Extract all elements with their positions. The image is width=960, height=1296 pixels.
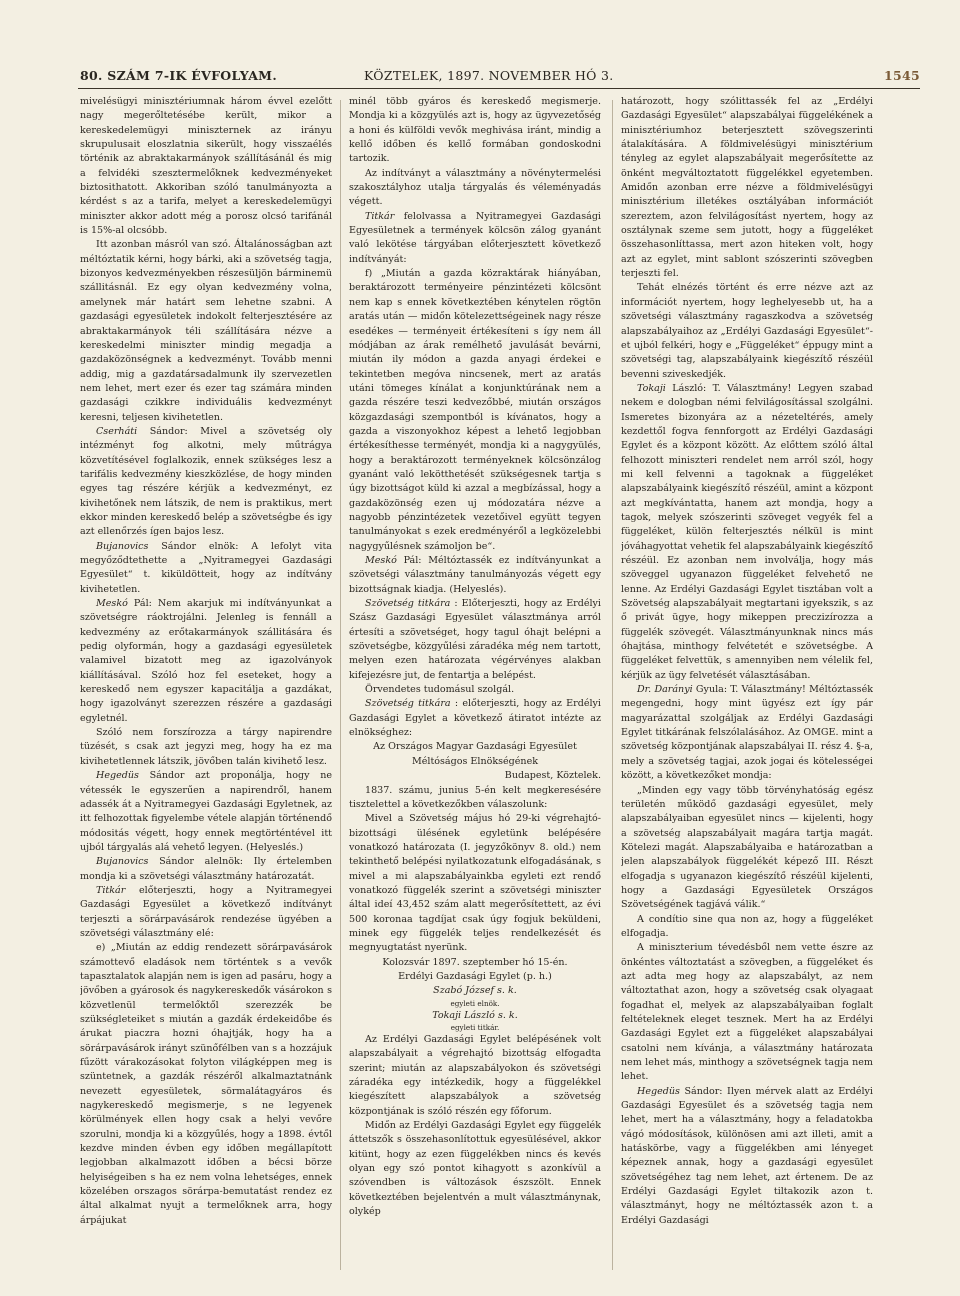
paragraph-text: „Minden egy vagy több törvényhatóság egész területén működő gazdasági egyesület, mely alapszabályaiban egyesület nincs — kijelenti, hogy a szövetség alapszabályait magára tartja magát. Kötelezi magát. Alapszabályaiba e határozatban a jelen alapszabályok függelékét képező III. Részt elfogadja s ugyanazon kiegészítő részéül kijelenti, hogy a Gazdasági Egyesületek Országos Szövetségének tagjává válik.“ xyxy=(621,784,873,911)
paragraph xyxy=(621,95,873,281)
paragraph xyxy=(349,554,601,597)
paragraph xyxy=(80,726,332,769)
paragraph xyxy=(349,769,601,783)
paragraph xyxy=(349,956,601,970)
page-number: 1545 xyxy=(884,68,920,83)
speaker-name: Bujanovics xyxy=(96,856,149,868)
speaker-name: Hegedüs xyxy=(96,770,139,782)
paragraph-text: Budapest, Köztelek. xyxy=(504,770,601,782)
paragraph xyxy=(80,855,332,884)
paragraph xyxy=(80,769,332,855)
paragraph-text: minél több gyáros és kereskedő megismerje. Mondja ki a közgyülés azt is, hogy az ügyvezetőség a honi és külföldi vevők meghivása iránt, mindig a kellő időben és kellő formában gondoskodni tartozik. xyxy=(349,96,601,165)
issue-number: 80. SZÁM 7-IK ÉVFOLYAM. xyxy=(80,68,277,83)
paragraph xyxy=(349,784,601,813)
paragraph xyxy=(80,238,332,424)
speaker-name: Szövetség titkára xyxy=(365,698,451,710)
paragraph xyxy=(349,597,601,683)
paragraph xyxy=(80,425,332,540)
speaker-name: Meskó xyxy=(96,598,128,610)
paragraph-text: Mivel a Szövetség május hó 29-ki végrehajtó-bizottsági ülésének egyletünk belépésére vonatkozó határozata (I. jegyzőkönyv 8. old.) nem tekinthető belépési nyilatkozatunk elfogadásának, s mivel a mi alapszabályainkba egyleti ezt rendő vonatkozó függelék szerint a szövetségi miniszter által ideí 43,452 szám alatt megerősítettett, az évi 500 koronaa tagdíjat csak úgy fogjuk beküldeni, minek egy függelék teljes rendelkezését és megnyugtatást nyerünk. xyxy=(349,813,601,954)
paragraph-text: Sándor azt proponálja, hogy ne vétessék le egyszerűen a napirendről, hanem adassék át a Nyitramegyei Gazdasági Egyletnek, az itt felhozottak figyelembe vétele alapján történendő módositás végett, hogy ennek megtörténtével itt ujból tárgyalás alá vehető legyen. (Helyeslés.) xyxy=(80,770,332,853)
text-column-left xyxy=(80,95,332,1275)
paragraph-text: Gyula: T. Választmány! Méltóztassék megengedni, hogy mint ügyész ezt így pár magyarázattal szolgáljak az Erdélyi Gazdasági Egylet titkárának felszólalásához. Az OMGE. mint a szövetség központjának alapszabályai II. rész 4. §-a, mely a szövetség tagjai, azok jogai és kötelességei között, a következőket mondja: xyxy=(621,684,873,782)
paragraph xyxy=(349,267,601,554)
paragraph-text: Szabó József s. k. xyxy=(433,985,517,997)
speaker-name: Hegedüs xyxy=(637,1085,680,1097)
paragraph-text: e) „Miután az eddig rendezett sörárpavásárok számottevő eladások nem történtek s a vevők tapasztalatok alapján nem is igen ad pasáru, hogy a jövőben a gyárosok és nagykereskedők vásárokon s közvetlenül termelőktől szerezzék be szükségleteiket s miután a gazdák érdekeidőbe és árukat piaczra hozni óhajtják, hogy ha a sörárpavásárok irányt szünőfélben van s a hozzájuk fűzött várakozásokat folyton világképpen meg is szüntetnek, a gazdák részéről alkalmaztatnánk nevezett egyesületek, sörmalátagyáros és nagykereskedő megismerje, s ne legyenek körülmények ellen hogy csak a helyi vevőre szorulni, mondja ki a közgyűlés, hogy a 1898. évtől kezdve minden évben egy időben megállapított legjobban alkalmazott időben a bécsi börze helyiségeiben s ha ez nem volna lehetséges, ennek közelében orszagos sörárpa-bemutatást rendez ez által alkalmat nyujt a termelőknek arra, hogy árpájukat xyxy=(80,942,332,1226)
paragraph xyxy=(621,913,873,942)
paragraph-text: Pál: Méltóztassék ez indítványunkat a szövetségi választmány tanulmányozás végett egy bizottságnak kiadja. (Helyeslés). xyxy=(349,555,601,595)
paragraph-text: Örvendetes tudomásul szolgál. xyxy=(365,684,515,696)
paragraph xyxy=(349,683,601,697)
paragraph-text: f) „Miután a gazda közraktárak hiányában, beraktározott terményeire pénzintézeti kölcsönt nem kap s ennek következtében kénytelen rögtön aratás után — midőn kötelezettségeinek nagy része esedékes — terményeit értékesíteni s így nem áll módjában az árak remélhető javulását bevárni, miután ily módon a gazda anyagi érdekei e tekintetben megóva nincsenek, mert az aratás utáni tömeges kínálat a konjunktúrának nem a gazda részére teszi kedvezőbbé, miután országos közgazdasági szempontból is kívánatos, hogy a gazda a viszonyokhoz képest a lehető legjobban értékesíthesse terményét, mondja ki a nagygyülés, hogy a beraktározott terményeknek kölcsönzálog gyanánt való lekötthetését szükségesnek tartja s úgy bizottságot küld ki azzal a megbízással, hogy a gazdaközönség ezen uj módozatára nézve a nagyobb pénzintézetek vezetőivel együtt tegyen tanulmányokat s ezek eredményéről a legközelebbi nagygyűlésnek számoljon be“. xyxy=(349,268,601,552)
paragraph xyxy=(621,941,873,1084)
paragraph xyxy=(80,884,332,941)
paragraph-text: Pál: Nem akarjuk mi indítványunkat a szövetségre ráoktrojálni. Jelenleg is fennáll a kedvezmény az erőtakarmányok szállitására és pedig olyformán, hogy a gazdasági egyesületek valamivel bizatott meg az igazolványok kiállításával. Szóló hoz fel eseteket, hogy a kereskedő nem egyszer kapacitálja a gazdákat, hogy igazolványt szerezzen részére a gazdasági egyletnél. xyxy=(80,598,332,724)
paragraph-text: László: T. Választmány! Legyen szabad nekem e dologban némi felvilágosítással szolgálni. Ismeretes bizonyára az a nézeteltérés, amely kezdettől fogva fennforgott az Erdélyi Gazdasági Egylet és a központ között. Az előttem szóló által felhozott miniszteri rendelet nem arról szól, hogy mi kell felvenni a tagoknak a függeléket alapszabályaink kiegészítő részéül, amint a központ azt megkívántatta, hanem azt mondja, hogy a tagok, melyek szószerinti szöveget vegyék fel a függeléket, külön felterjesztés nélkül is mint jóváhagyottat vehetik fel alapszabályaink kiegészítő részéül. Ez azonban nem involválja, hogy más szöveggel ugyanazon függeléket felvehető ne lenne. Az Erdélyi Gazdasági Egylet tisztában volt a Szövetség alapszabályait megtartani igyekszik, s az ő privát ügye, hogy mikeppen preczizírozza a függelék szövegét. Választmányunknak nincs más óhajtása, minthogy felvétetét e szövetségbe. A függeléket felvettük, s amennyiben nem vélelik fel, kérjük az ügy felvetését választásában. xyxy=(621,382,873,681)
paragraph-text: Sándor: Mivel a szövetség oly intézményt fog alkotni, mely műtrágya közvetítésével foglalkozik, ennek szükséges lesz a tarifális kedvezmény kieszközlése, de hogy minden egyes tag részére kérjük a kedvezményt, ez kivihetőnek nem látszik, de nem is praktikus, mert ekkor minden kereskedő belép a szövetségbe és igy azt ellenőrzés ígen bajos lesz. xyxy=(80,425,332,538)
paragraph-text: Sándor: Ilyen mérvek alatt az Erdélyi Gazdasági Egyesület és a szövetség tagja nem lehet, mert ha a választmány, hogy a feladatokba vágó módosítások, különösen ami azt illeti, amit a hatáskörbe, vagy a függelékben ami lényeget képeznek annak, hogy a gazdasági egyesület szövetségéhez tag nem lehet, azt értenem. De az Erdélyi Gazdasági Egylet tiltakozik azon t. választmányt, hogy ne méltóztassék azon t. a Erdélyi Gazdasági xyxy=(621,1085,873,1226)
paragraph-text: Az Erdélyi Gazdasági Egylet belépésének volt alapszabályait a végrehajtó bizottság elfogadta szerint; miután az alapszabályokon és szövetségi záradéka egy intézkedik, hogy a függelékkel kiegészített alapszabályok a szövetség központjának is szóló részén egy főforum. xyxy=(349,1034,601,1117)
paragraph xyxy=(621,382,873,683)
column-divider xyxy=(340,100,341,1270)
paragraph xyxy=(349,812,601,955)
speaker-name: Szövetség titkára xyxy=(365,598,451,610)
paragraph xyxy=(349,1033,601,1119)
paragraph xyxy=(349,697,601,740)
speaker-name: Tokaji xyxy=(637,382,666,394)
text-column-right xyxy=(621,95,873,1275)
paragraph-text: 1837. számu, junius 5-én kelt megkeresésére tisztelettel a következőkben válaszolunk: xyxy=(349,784,601,810)
paragraph xyxy=(80,95,332,238)
paragraph-text: előterjeszti, hogy a Nyitramegyei Gazdasági Egyesület a következő indítványt terjeszti a sörárpavásárok rendezése ügyében a szövetségi választmány elé: xyxy=(80,884,332,939)
paragraph-text: Kolozsvár 1897. szeptember hó 15-én. xyxy=(382,956,568,968)
paragraph-text: Az Országos Magyar Gazdasági Egyesület Méltóságos Elnökségének xyxy=(373,741,577,767)
paragraph xyxy=(349,970,601,984)
paragraph-text: Sándor alelnök: Ily értelemben mondja ki a szövetségi választmány határozatát. xyxy=(80,856,332,882)
paragraph xyxy=(349,999,601,1009)
paragraph-text: Az indítványt a választmány a növénytermelési szakosztályhoz utalja tárgyalás és véleményadás végett. xyxy=(349,167,601,208)
paragraph-text: Szóló nem forszírozza a tárgy napirendre tüzését, s csak azt jegyzi meg, hogy ha ez ma kivihetetlennek látszik, jövőben talán kivihető lesz. xyxy=(80,727,332,767)
speaker-name: Meskó xyxy=(365,555,397,566)
paragraph xyxy=(621,784,873,913)
paragraph-text: egyleti titkár. xyxy=(450,1023,500,1032)
paragraph-text: Sándor elnök: A lefolyt vita megyőződtethette a „Nyitramegyei Gazdasági Egyesület“ t. kiküldötteit, hogy az indítvány kivihetetlen. xyxy=(80,540,332,595)
paragraph-text: határozott, hogy szólittassék fel az „Erdélyi Gazdasági Egyesület“ alapszabályai függelékének a minisztériumhoz beterjesztett szövegszerinti átalakítására. A földmivelésügyi minisztérium tényleg az egylet alapszabályait megerősítette az önként megváltoztatott függelékkel egyetemben. Amidőn azonban erre nézve a földmivelésügyi minisztérium illetékes osztályában információt szereztem, azon felvilágosítást nyertem, hogy az osztálynak szeme sem jutott, hogy a függeléket összehasonlíttassa, mert azon hiteken volt, hogy azt az egylet, mint sablont szószerinti szövegben terjeszti fel. xyxy=(621,96,873,280)
paragraph-text: egyleti elnök. xyxy=(450,998,500,1008)
paragraph-text: Erdélyi Gazdasági Egylet (p. h.) xyxy=(398,970,552,982)
paragraph xyxy=(80,540,332,597)
paragraph xyxy=(80,597,332,726)
paragraph xyxy=(621,281,873,381)
paragraph xyxy=(349,984,601,998)
paragraph-text: mivelésügyi minisztériumnak három évvel ezelőtt nagy megerőltetésébe került, mikor a kereskedelemügyi miniszternek az irányu skrupulusait eloszlatnia sikerült, hogy visszaélés történik az abraktakarmányok szállításánál és mig a felvidéki szesztermelőknek kedvezményeket biztosithatott. Akkoriban szóló tanulmányozta a kérdést s az a tarifa, melyet a kereskedelemügyi miniszter akkor adott még a porosz olcsó tarifánál is 15%-al olcsóbb. xyxy=(80,96,332,237)
paragraph xyxy=(349,1009,601,1023)
paragraph-text: : előterjeszti, hogy az Erdélyi Gazdasági Egylet a következő átiratot intézte az elnökséghez: xyxy=(349,698,601,739)
paragraph xyxy=(349,1023,601,1033)
paragraph xyxy=(349,95,601,167)
paragraph-text: felolvassa a Nyitramegyei Gazdasági Egyesületnek a termények kölcsön zálog gyanánt való lekötése tárgyában előterjesztett következő indítványát: xyxy=(349,210,601,265)
speaker-name: Titkár xyxy=(96,884,126,896)
paragraph xyxy=(349,210,601,267)
speaker-name: Dr. Darányi xyxy=(637,684,693,696)
paragraph-text: Itt azonban másról van szó. Általánosságban azt méltóztatik kérni, hogy bárki, aki a szövetség tagja, bizonyos kedvezményekben részesüljön bárminemü szállitásnál. Ez egy olyan kedvezmény volna, amelynek már határt sem lehetne szabni. A gazdasági egyesületek indokolt felterjesztésére az abraktakarmányok téli szállítására nézve a kereskedelmi miniszter mindig megadja a gazdaközönségnek a kedvezményt. Tovább menni addig, mig a gazdatársadalmunk ily szervezetlen nem lehet, mert ezer és ezer tag számára minden gazdasági czikkre individuális kedvezményt keresni, teljesen kivihetetlen. xyxy=(80,239,332,423)
paragraph-text: A miniszterium tévedésből nem vette észre az önkéntes változtatást a szövegben, a függeléket és azt adta meg hogy az alapszabályt, az nem változtathat azon, hogy a szövetség csak olyagaat fogadhat el, melyek az alapszabályaiban foglalt feltételeknek eleget tesznek. Mert ha az Erdélyi Gazdasági Egylet ezt a függeléket alapszabályai csatolni nem kívánja, a választmány határozata nem lehet más, minthogy a szövetségnek tagja nem lehet. xyxy=(621,942,873,1083)
paragraph xyxy=(349,740,601,769)
paragraph xyxy=(621,1085,873,1228)
paragraph xyxy=(349,1119,601,1219)
dateline: KÖZTELEK, 1897. NOVEMBER HÓ 3. xyxy=(364,68,614,83)
page-header xyxy=(80,64,920,90)
paragraph-text: Tokaji László s. k. xyxy=(432,1009,518,1021)
paragraph-text: : Előterjeszti, hogy az Erdélyi Szász Gazdasági Egyesület választmánya arról értesíti a szövetséget, hogy tagul óhajt belépni a szövetségbe, közgyűlési záradéka még nem tartott, melyen ezen határozata végérvényes alakban kifejezésre jut, de fentartja a belépést. xyxy=(349,598,601,681)
header-rule xyxy=(78,88,920,89)
paragraph-text: Midőn az Erdélyi Gazdasági Egylet egy függelék áttetszők s összehasonlítottuk egyesülésével, akkor kitünt, hogy az ezen függelékben nincs és kevés olyan egy szó pontot kihagyott s azonkívül a szóvendben is változások észszölt. Ennek következtében bejelentvén a mult választmánynak, olykép xyxy=(349,1120,601,1218)
paragraph xyxy=(621,683,873,783)
paragraph-text: Tehát elnézés történt és erre nézve azt az információt nyertem, hogy leghelyesebb ut, ha a szövetségi választmány ragaszkodva a szövetség alapszabályaihoz az „Erdélyi Gazdasági Egyesület“-et ujból felkéri, hogy e „Függeléket“ éppugy mint a szövetségi tag, alapszabályaink kiegészítő részéül bevenni sziveskedjék. xyxy=(621,282,873,380)
speaker-name: Titkár xyxy=(365,210,395,222)
paragraph xyxy=(349,167,601,210)
column-divider xyxy=(612,100,613,1270)
paragraph-text: A condítio sine qua non az, hogy a függeléket elfogadja. xyxy=(621,913,873,939)
speaker-name: Bujanovics xyxy=(96,540,149,552)
paragraph xyxy=(80,941,332,1228)
speaker-name: Cserháti xyxy=(96,425,138,437)
text-column-middle xyxy=(349,95,601,1275)
